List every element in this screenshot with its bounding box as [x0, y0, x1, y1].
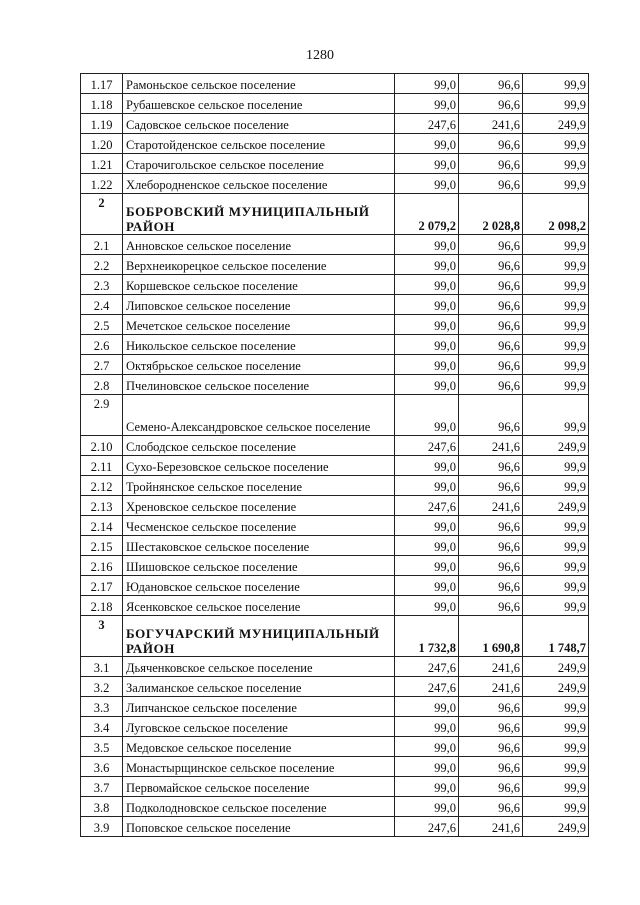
settlement-name: Шишовское сельское поселение — [123, 556, 395, 576]
value-col-1: 99,0 — [395, 94, 459, 114]
settlement-name: Рубашевское сельское поселение — [123, 94, 395, 114]
value-col-3: 99,9 — [523, 134, 589, 154]
value-col-2: 96,6 — [459, 134, 523, 154]
value-col-1: 99,0 — [395, 235, 459, 255]
value-col-2: 96,6 — [459, 556, 523, 576]
value-col-2: 1 690,8 — [459, 616, 523, 657]
value-col-2: 96,6 — [459, 295, 523, 315]
settlement-name: Чесменское сельское поселение — [123, 516, 395, 536]
row-number: 3.4 — [81, 717, 123, 737]
district-row — [81, 616, 589, 657]
value-col-1: 99,0 — [395, 295, 459, 315]
settlement-name: Поповское сельское поселение — [123, 817, 395, 837]
table-row — [81, 496, 589, 516]
settlement-name: Садовское сельское поселение — [123, 114, 395, 134]
value-col-2: 96,6 — [459, 255, 523, 275]
value-col-3: 99,9 — [523, 717, 589, 737]
district-name: БОБРОВСКИЙ МУНИЦИПАЛЬНЫЙ РАЙОН — [123, 194, 395, 235]
value-col-2: 96,6 — [459, 717, 523, 737]
value-col-3: 99,9 — [523, 757, 589, 777]
value-col-3: 99,9 — [523, 255, 589, 275]
table-row — [81, 315, 589, 335]
settlement-name: Мечетское сельское поселение — [123, 315, 395, 335]
table-row — [81, 797, 589, 817]
value-col-1: 99,0 — [395, 275, 459, 295]
settlement-name: Октябрьское сельское поселение — [123, 355, 395, 375]
table-row — [81, 697, 589, 717]
table-row — [81, 395, 589, 436]
row-number: 2.18 — [81, 596, 123, 616]
settlement-name: Луговское сельское поселение — [123, 717, 395, 737]
value-col-2: 96,6 — [459, 536, 523, 556]
value-col-2: 96,6 — [459, 154, 523, 174]
row-number: 2.1 — [81, 235, 123, 255]
settlement-name: Шестаковское сельское поселение — [123, 536, 395, 556]
table-row — [81, 235, 589, 255]
value-col-1: 99,0 — [395, 797, 459, 817]
settlements-table — [80, 73, 589, 837]
value-col-3: 99,9 — [523, 335, 589, 355]
settlement-name: Хреновское сельское поселение — [123, 496, 395, 516]
table-row — [81, 657, 589, 677]
table-row — [81, 717, 589, 737]
table-row — [81, 436, 589, 456]
table-row — [81, 817, 589, 837]
row-number: 2.6 — [81, 335, 123, 355]
settlement-name: Слободское сельское поселение — [123, 436, 395, 456]
value-col-3: 99,9 — [523, 315, 589, 335]
value-col-1: 99,0 — [395, 576, 459, 596]
table-row — [81, 737, 589, 757]
value-col-2: 96,6 — [459, 375, 523, 395]
value-col-2: 96,6 — [459, 395, 523, 436]
value-col-3: 99,9 — [523, 295, 589, 315]
row-number: 3 — [81, 616, 123, 657]
value-col-3: 99,9 — [523, 154, 589, 174]
value-col-2: 96,6 — [459, 235, 523, 255]
value-col-2: 96,6 — [459, 275, 523, 295]
value-col-3: 99,9 — [523, 355, 589, 375]
value-col-2: 96,6 — [459, 596, 523, 616]
row-number: 2.14 — [81, 516, 123, 536]
value-col-2: 96,6 — [459, 697, 523, 717]
settlement-name: Верхнеикорецкое сельское поселение — [123, 255, 395, 275]
table-row — [81, 134, 589, 154]
table-row — [81, 536, 589, 556]
settlement-name: Никольское сельское поселение — [123, 335, 395, 355]
value-col-3: 99,9 — [523, 596, 589, 616]
value-col-2: 2 028,8 — [459, 194, 523, 235]
value-col-1: 247,6 — [395, 657, 459, 677]
settlement-name: Семено-Александровское сельское поселение — [123, 395, 395, 436]
row-number: 2.8 — [81, 375, 123, 395]
table-row — [81, 596, 589, 616]
row-number: 2.2 — [81, 255, 123, 275]
row-number: 2.5 — [81, 315, 123, 335]
value-col-3: 99,9 — [523, 174, 589, 194]
table-row — [81, 174, 589, 194]
row-number: 2.10 — [81, 436, 123, 456]
table-row — [81, 295, 589, 315]
row-number: 3.2 — [81, 677, 123, 697]
row-number: 2.15 — [81, 536, 123, 556]
row-number: 3.1 — [81, 657, 123, 677]
page-number: 1280 — [306, 48, 334, 63]
table-row — [81, 556, 589, 576]
value-col-3: 99,9 — [523, 516, 589, 536]
row-number: 2.3 — [81, 275, 123, 295]
value-col-3: 99,9 — [523, 395, 589, 436]
value-col-2: 241,6 — [459, 817, 523, 837]
row-number: 2.9 — [81, 395, 123, 436]
settlement-name: Анновское сельское поселение — [123, 235, 395, 255]
row-number: 1.19 — [81, 114, 123, 134]
value-col-1: 99,0 — [395, 154, 459, 174]
settlement-name: Пчелиновское сельское поселение — [123, 375, 395, 395]
row-number: 1.21 — [81, 154, 123, 174]
row-number: 3.9 — [81, 817, 123, 837]
value-col-3: 99,9 — [523, 456, 589, 476]
value-col-2: 96,6 — [459, 516, 523, 536]
value-col-2: 96,6 — [459, 94, 523, 114]
value-col-3: 99,9 — [523, 235, 589, 255]
row-number: 2.11 — [81, 456, 123, 476]
table-row — [81, 777, 589, 797]
value-col-3: 99,9 — [523, 94, 589, 114]
value-col-2: 241,6 — [459, 114, 523, 134]
settlement-name: Липчанское сельское поселение — [123, 697, 395, 717]
table-body — [81, 74, 589, 837]
settlement-name: Старотойденское сельское поселение — [123, 134, 395, 154]
value-col-3: 249,9 — [523, 677, 589, 697]
settlement-name: Монастырщинское сельское поселение — [123, 757, 395, 777]
value-col-3: 2 098,2 — [523, 194, 589, 235]
value-col-2: 96,6 — [459, 456, 523, 476]
value-col-3: 99,9 — [523, 777, 589, 797]
value-col-1: 99,0 — [395, 315, 459, 335]
table-row — [81, 757, 589, 777]
value-col-1: 99,0 — [395, 516, 459, 536]
settlement-name: Подколодновское сельское поселение — [123, 797, 395, 817]
value-col-3: 249,9 — [523, 817, 589, 837]
table-row — [81, 154, 589, 174]
value-col-1: 99,0 — [395, 476, 459, 496]
value-col-1: 247,6 — [395, 817, 459, 837]
value-col-2: 96,6 — [459, 74, 523, 94]
row-number: 2.7 — [81, 355, 123, 375]
value-col-3: 99,9 — [523, 375, 589, 395]
value-col-1: 247,6 — [395, 496, 459, 516]
row-number: 1.22 — [81, 174, 123, 194]
settlement-name: Первомайское сельское поселение — [123, 777, 395, 797]
value-col-1: 247,6 — [395, 436, 459, 456]
row-number: 2.16 — [81, 556, 123, 576]
value-col-3: 99,9 — [523, 556, 589, 576]
value-col-1: 99,0 — [395, 335, 459, 355]
value-col-1: 99,0 — [395, 174, 459, 194]
value-col-3: 99,9 — [523, 737, 589, 757]
value-col-2: 241,6 — [459, 436, 523, 456]
table-row — [81, 94, 589, 114]
value-col-2: 96,6 — [459, 797, 523, 817]
table-row — [81, 456, 589, 476]
row-number: 3.6 — [81, 757, 123, 777]
value-col-1: 99,0 — [395, 536, 459, 556]
row-number: 2.17 — [81, 576, 123, 596]
table-row — [81, 576, 589, 596]
row-number: 1.20 — [81, 134, 123, 154]
table-row — [81, 677, 589, 697]
value-col-2: 96,6 — [459, 355, 523, 375]
value-col-1: 99,0 — [395, 74, 459, 94]
value-col-3: 99,9 — [523, 275, 589, 295]
table-row — [81, 516, 589, 536]
table-row — [81, 335, 589, 355]
row-number: 1.17 — [81, 74, 123, 94]
value-col-2: 96,6 — [459, 315, 523, 335]
row-number: 2.12 — [81, 476, 123, 496]
value-col-1: 2 079,2 — [395, 194, 459, 235]
table-row — [81, 114, 589, 134]
value-col-1: 99,0 — [395, 737, 459, 757]
value-col-2: 96,6 — [459, 757, 523, 777]
settlement-name: Дьяченковское сельское поселение — [123, 657, 395, 677]
district-name: БОГУЧАРСКИЙ МУНИЦИПАЛЬНЫЙ РАЙОН — [123, 616, 395, 657]
value-col-3: 99,9 — [523, 797, 589, 817]
row-number: 3.5 — [81, 737, 123, 757]
value-col-1: 247,6 — [395, 114, 459, 134]
value-col-1: 99,0 — [395, 777, 459, 797]
value-col-3: 249,9 — [523, 114, 589, 134]
row-number: 1.18 — [81, 94, 123, 114]
settlement-name: Коршевское сельское поселение — [123, 275, 395, 295]
value-col-1: 99,0 — [395, 697, 459, 717]
value-col-3: 99,9 — [523, 576, 589, 596]
value-col-3: 99,9 — [523, 476, 589, 496]
value-col-2: 96,6 — [459, 777, 523, 797]
value-col-3: 99,9 — [523, 697, 589, 717]
value-col-1: 99,0 — [395, 717, 459, 737]
value-col-2: 241,6 — [459, 677, 523, 697]
district-row — [81, 194, 589, 235]
value-col-1: 99,0 — [395, 596, 459, 616]
value-col-1: 99,0 — [395, 134, 459, 154]
value-col-1: 99,0 — [395, 355, 459, 375]
value-col-1: 99,0 — [395, 255, 459, 275]
settlement-name: Залиманское сельское поселение — [123, 677, 395, 697]
table-row — [81, 275, 589, 295]
value-col-3: 99,9 — [523, 74, 589, 94]
value-col-2: 96,6 — [459, 737, 523, 757]
settlement-name: Тройнянское сельское поселение — [123, 476, 395, 496]
value-col-3: 249,9 — [523, 436, 589, 456]
value-col-3: 99,9 — [523, 536, 589, 556]
settlement-name: Медовское сельское поселение — [123, 737, 395, 757]
settlement-name: Ясенковское сельское поселение — [123, 596, 395, 616]
value-col-1: 99,0 — [395, 757, 459, 777]
value-col-3: 249,9 — [523, 657, 589, 677]
row-number: 3.7 — [81, 777, 123, 797]
table-row — [81, 375, 589, 395]
settlement-name: Рамоньское сельское поселение — [123, 74, 395, 94]
value-col-1: 99,0 — [395, 456, 459, 476]
value-col-1: 1 732,8 — [395, 616, 459, 657]
value-col-2: 241,6 — [459, 657, 523, 677]
table-row — [81, 476, 589, 496]
table-row — [81, 255, 589, 275]
value-col-2: 96,6 — [459, 576, 523, 596]
value-col-2: 96,6 — [459, 174, 523, 194]
value-col-2: 96,6 — [459, 335, 523, 355]
row-number: 2.13 — [81, 496, 123, 516]
settlement-name: Липовское сельское поселение — [123, 295, 395, 315]
value-col-1: 99,0 — [395, 395, 459, 436]
row-number: 2.4 — [81, 295, 123, 315]
value-col-1: 99,0 — [395, 375, 459, 395]
settlement-name: Хлебородненское сельское поселение — [123, 174, 395, 194]
row-number: 3.3 — [81, 697, 123, 717]
row-number: 3.8 — [81, 797, 123, 817]
value-col-2: 96,6 — [459, 476, 523, 496]
settlement-name: Старочигольское сельское поселение — [123, 154, 395, 174]
table-row — [81, 355, 589, 375]
value-col-2: 241,6 — [459, 496, 523, 516]
value-col-1: 99,0 — [395, 556, 459, 576]
value-col-3: 249,9 — [523, 496, 589, 516]
table-row — [81, 74, 589, 94]
value-col-3: 1 748,7 — [523, 616, 589, 657]
settlement-name: Сухо-Березовское сельское поселение — [123, 456, 395, 476]
settlement-name: Юдановское сельское поселение — [123, 576, 395, 596]
value-col-1: 247,6 — [395, 677, 459, 697]
row-number: 2 — [81, 194, 123, 235]
